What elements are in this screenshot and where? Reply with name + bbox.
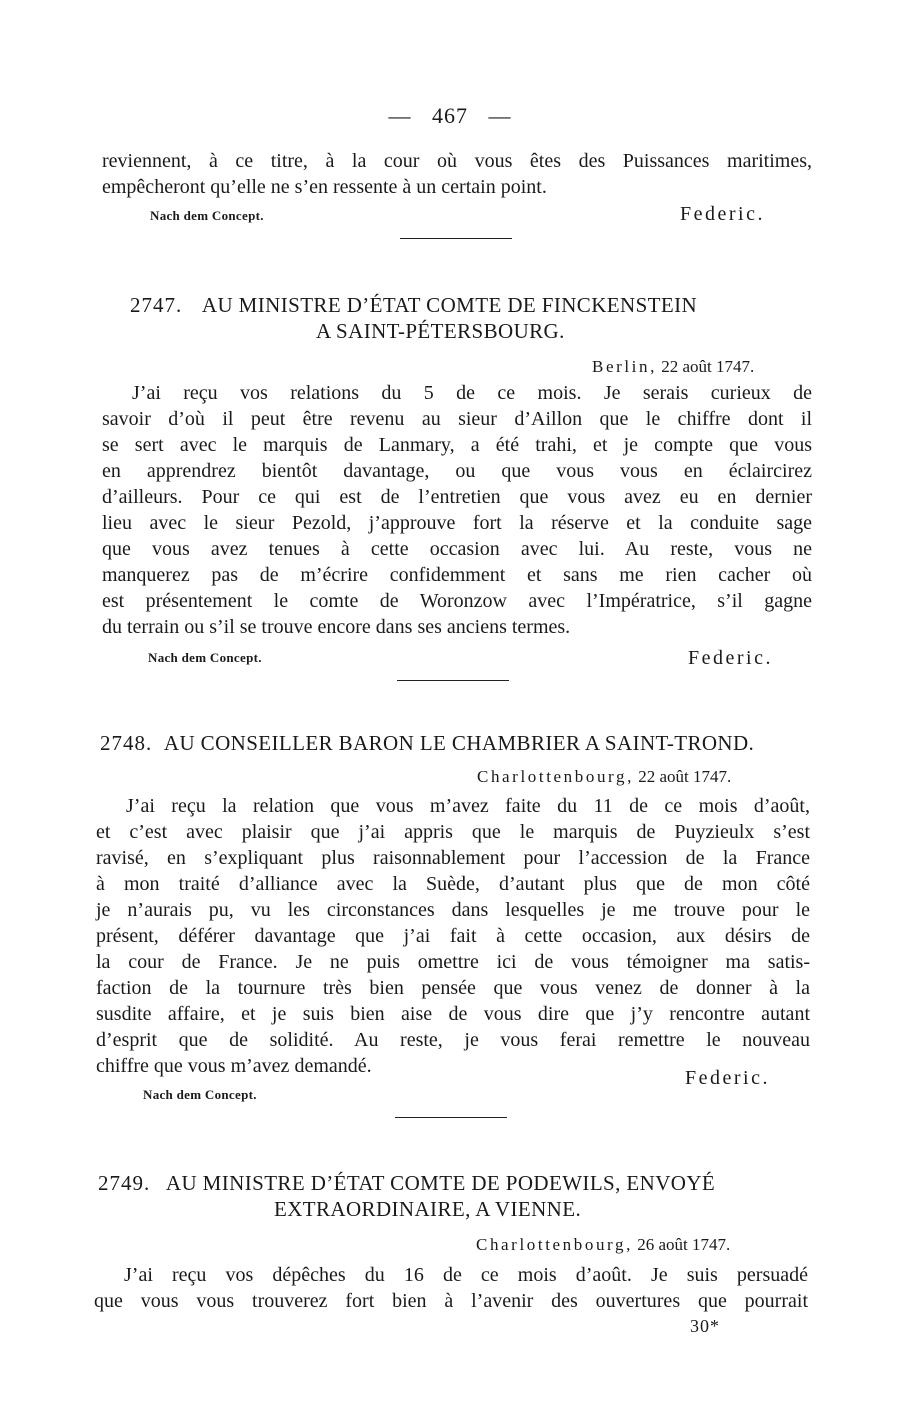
body-line: que vous avez tenues à cette occasion avec lui. Au reste, vous ne (102, 538, 812, 560)
body-line: je n’aurais pu, vu les circonstances dans lesquelles je me trouve pour le (96, 899, 810, 921)
page-number (0, 100, 900, 132)
letter-2749-body (94, 1262, 808, 1314)
body-line: se sert avec le marquis de Lanmary, a été trahi, et je compte que vous (102, 434, 812, 456)
letter-2747-signature: Federic. (688, 647, 773, 669)
letter-heading-line: AU CONSEILLER BARON LE CHAMBRIER A SAINT-TROND. (163, 731, 755, 755)
dateline-place: Charlottenbourg, (476, 1235, 633, 1254)
intro-signature: Federic. (680, 203, 765, 225)
page-number-dash-right: — (488, 103, 512, 128)
body-line: en apprendrez bientôt davantage, ou que vous vous en éclaircirez (102, 460, 812, 482)
body-line: J’ai reçu vos dépêches du 16 de ce mois d’août. Je suis persuadé (124, 1264, 808, 1286)
letter-heading-line: AU MINISTRE D’ÉTAT COMTE DE PODEWILS, ENVOYÉ (165, 1171, 716, 1195)
letter-heading-line: AU MINISTRE D’ÉTAT COMTE DE FINCKENSTEIN (201, 293, 698, 317)
dateline-place: Berlin, (592, 357, 657, 376)
letter-2747-dateline (592, 357, 754, 377)
dateline-date: 22 août 1747. (638, 767, 732, 786)
body-line: est présentement le comte de Woronzow avec l’Impératrice, s’il gagne (102, 590, 812, 612)
section-divider (400, 238, 512, 239)
letter-2747-heading (130, 292, 697, 318)
body-line: savoir d’où il peut être revenu au sieur d’Aillon que le chiffre dont il (102, 408, 812, 430)
section-divider (397, 680, 509, 681)
body-line: d’esprit que de solidité. Au reste, je vous ferai remettre le nouveau (96, 1029, 810, 1051)
intro-paragraph (102, 148, 812, 200)
intro-line: reviennent, à ce titre, à la cour où vous êtes des Puissances maritimes, (102, 150, 812, 172)
letter-number: 2748. (100, 731, 153, 755)
intro-line: empêcheront qu’elle ne s’en ressente à un certain point. (102, 176, 547, 198)
section-divider (395, 1117, 507, 1118)
letter-number: 2749. (98, 1171, 151, 1195)
letter-2747-heading-cont: A SAINT-PÉTERSBOURG. (316, 319, 565, 343)
letter-2749-dateline (476, 1235, 730, 1255)
body-line: lieu avec le sieur Pezold, j’approuve fort la réserve et la conduite sage (102, 512, 812, 534)
page-number-value: 467 (432, 103, 468, 128)
body-line: la cour de France. Je ne puis omettre ici de vous témoigner ma satis- (96, 951, 810, 973)
letter-2747-body (102, 380, 812, 640)
page-number-dash-left: — (388, 103, 412, 128)
dateline-date: 22 août 1747. (661, 357, 755, 376)
body-line: présent, déférer davantage que j’ai fait à cette occasion, aux désirs de (96, 925, 810, 947)
letter-number: 2747. (130, 293, 183, 317)
dateline-date: 26 août 1747. (637, 1235, 731, 1254)
body-line: J’ai reçu vos relations du 5 de ce mois. Je serais curieux de (132, 382, 812, 404)
body-line: ravisé, en s’expliquant plus raisonnablement pour l’accession de la France (96, 847, 810, 869)
letter-2749-heading-cont: EXTRAORDINAIRE, A VIENNE. (274, 1197, 582, 1221)
letter-2747-concept-note: Nach dem Concept. (148, 650, 262, 665)
printer-signature-mark: 30* (690, 1316, 720, 1336)
body-line: susdite affaire, et je suis bien aise de vous dire que j’y rencontre autant (96, 1003, 810, 1025)
letter-2748-dateline (477, 767, 731, 787)
body-line: à mon traité d’alliance avec la Suède, d’autant plus que de mon côté (96, 873, 810, 895)
letter-2748-signature: Federic. (685, 1067, 770, 1089)
body-line: faction de la tournure très bien pensée que vous venez de donner à la (96, 977, 810, 999)
intro-concept-note: Nach dem Concept. (150, 208, 264, 223)
body-line: et c’est avec plaisir que j’ai appris que le marquis de Puyzieulx s’est (96, 821, 810, 843)
letter-2748-concept-note: Nach dem Concept. (143, 1087, 257, 1102)
body-line: J’ai reçu la relation que vous m’avez faite du 11 de ce mois d’août, (126, 795, 810, 817)
letter-2748-body (96, 793, 810, 1079)
body-line: chiffre que vous m’avez demandé. (96, 1055, 372, 1077)
letter-2748-heading (100, 730, 754, 756)
dateline-place: Charlottenbourg, (477, 767, 634, 786)
body-line: du terrain ou s’il se trouve encore dans ses anciens termes. (102, 616, 571, 638)
body-line: que vous vous trouverez fort bien à l’avenir des ouvertures que pourrait (94, 1290, 808, 1312)
letter-2749-heading (98, 1170, 715, 1196)
body-line: manquerez pas de m’écrire confidemment et sans me rien cacher où (102, 564, 812, 586)
body-line: d’ailleurs. Pour ce qui est de l’entretien que vous avez eu en dernier (102, 486, 812, 508)
